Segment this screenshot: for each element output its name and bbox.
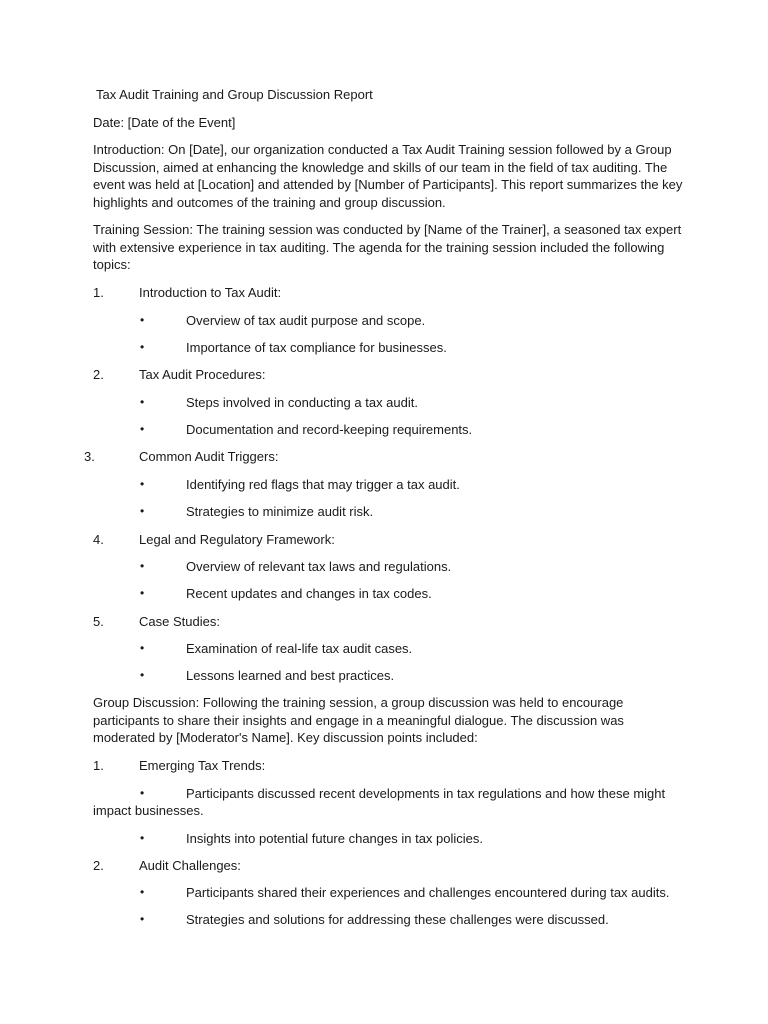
document-title: Tax Audit Training and Group Discussion Report (96, 87, 373, 102)
list-item-title: Emerging Tax Trends: (139, 758, 266, 773)
bullet-icon: • (140, 831, 145, 845)
list-item: Examination of real-life tax audit cases. (186, 641, 413, 656)
list-item-continuation: impact businesses. (93, 803, 204, 818)
bullet-icon: • (140, 912, 145, 926)
list-number: 1. (93, 758, 104, 773)
list-item: Overview of relevant tax laws and regulations. (186, 559, 452, 574)
group-discussion-paragraph: Group Discussion: Following the training session, a group discussion was held to encourage participants to share their insights and engage in a meaningful dialogue. The discussion was moderated by [Moderator's Name]. Key discussion points included: (93, 695, 624, 745)
bullet-icon: • (140, 586, 145, 600)
introduction-paragraph: Introduction: On [Date], our organization conducted a Tax Audit Training session followed by a Group Discussion, aimed at enhancing the knowledge and skills of our team in the field of tax auditing. The event was held at [Location] and attended by [Number of Participants]. This report summarizes the key highlights and outcomes of the training and group discussion. (93, 142, 683, 210)
list-item: Documentation and record-keeping requirements. (186, 422, 473, 437)
list-item: Identifying red flags that may trigger a tax audit. (186, 477, 460, 492)
list-number: 4. (93, 532, 104, 547)
list-number: 2. (93, 858, 104, 873)
list-item-title: Common Audit Triggers: (139, 449, 279, 464)
list-item: Participants discussed recent developments in tax regulations and how these might (186, 786, 666, 801)
list-item: Strategies to minimize audit risk. (186, 504, 374, 519)
list-number: 2. (93, 367, 104, 382)
list-item: Steps involved in conducting a tax audit. (186, 395, 418, 410)
training-session-paragraph: Training Session: The training session was conducted by [Name of the Trainer], a seasoned tax expert with extensive experience in tax auditing. The agenda for the training session included the following topics: (93, 222, 682, 272)
bullet-icon: • (140, 668, 145, 682)
bullet-icon: • (140, 477, 145, 491)
bullet-icon: • (140, 559, 145, 573)
bullet-icon: • (140, 340, 145, 354)
list-item: Overview of tax audit purpose and scope. (186, 313, 426, 328)
list-item-title: Introduction to Tax Audit: (139, 285, 282, 300)
list-number: 3. (84, 449, 95, 464)
list-number: 5. (93, 614, 104, 629)
list-number: 1. (93, 285, 104, 300)
bullet-icon: • (140, 313, 145, 327)
list-item: Insights into potential future changes in tax policies. (186, 831, 484, 846)
list-item: Importance of tax compliance for businesses. (186, 340, 447, 355)
list-item-title: Case Studies: (139, 614, 220, 629)
bullet-icon: • (140, 885, 145, 899)
date-line: Date: [Date of the Event] (93, 115, 236, 130)
bullet-icon: • (140, 422, 145, 436)
list-item: Strategies and solutions for addressing these challenges were discussed. (186, 912, 609, 927)
bullet-icon: • (140, 504, 145, 518)
list-item-title: Tax Audit Procedures: (139, 367, 266, 382)
bullet-icon: • (140, 395, 145, 409)
bullet-icon: • (140, 641, 145, 655)
list-item-title: Legal and Regulatory Framework: (139, 532, 335, 547)
list-item: Recent updates and changes in tax codes. (186, 586, 432, 601)
list-item-title: Audit Challenges: (139, 858, 241, 873)
list-item: Participants shared their experiences and challenges encountered during tax audits. (186, 885, 670, 900)
bullet-icon: • (140, 786, 145, 800)
list-item: Lessons learned and best practices. (186, 668, 395, 683)
